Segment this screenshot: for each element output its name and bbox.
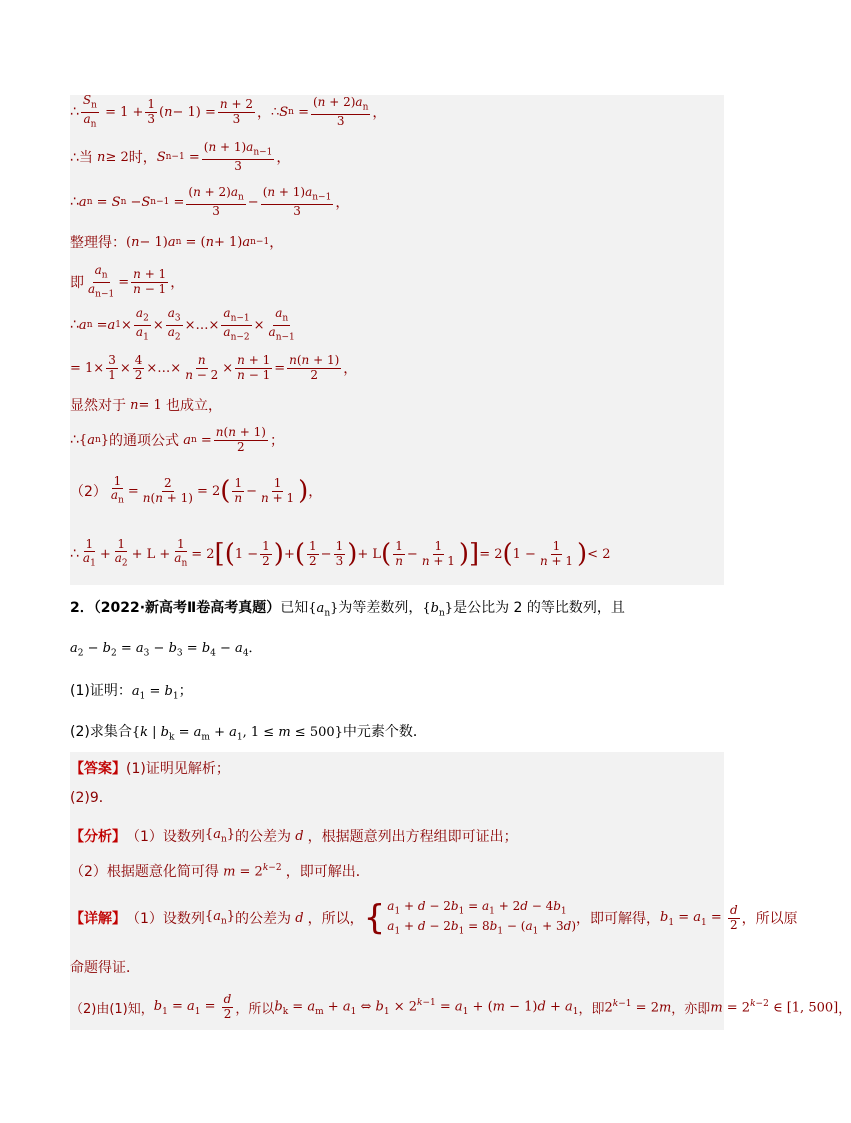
solution-line-4: 整理得： ( n − 1) a n = ( n + 1) a n−1 ， xyxy=(70,234,284,251)
solution-line-6: ∴ a n = a 1 × $\frac{a_2}{a_1}$ × $\frac{a_3}{a_2}$ ×…× $\frac{a_{n-1}}{a_{n-2}}$ × $\frac{a_n}{a_{n-1}}$ xyxy=(70,306,295,342)
solution-line-3: ∴ a n = S n − S n−1 = $\frac{(n + 2)a_n}{3}$ − $\frac{(n + 1)a_{n-1}}{3}$ ， xyxy=(70,185,350,218)
question-stem: 2．（2022·新高考Ⅱ卷高考真题）已知$\{a_n\}$为等差数列，$\{b_n\}$是公比为 2 的等比数列，且 xyxy=(70,600,625,619)
analysis-line-2: （2）根据题意化简可得 $m = 2^{k-2}$ ，即可解出． xyxy=(70,862,370,880)
solution-line-8: 显然对于 n = 1 也成立， xyxy=(70,397,222,414)
analysis-line-1: 【分析】 （1）设数列 $\{a_n\}$ 的公差为 d ，根据题意列出方程组即可证出； xyxy=(70,827,518,845)
answer-line-1: 【答案】 (1)证明见解析； xyxy=(70,761,230,777)
detail-line-2: 命题得证． xyxy=(70,960,140,976)
answer-line-2: (2)9． xyxy=(70,790,113,806)
detail-line-3: （2)由(1)知， $b_1 = a_1$ = $\frac{d}{2}$ ，所以 $b_k = a_m + a_1$ ⇔ $b_1 \times 2^{k-1} = a_1 + (m - 1)d + a_1$ ，即 $2^{k-1} = 2m$ ，亦即 $m = 2^{k-2}$ ∈ [1, 500] ， xyxy=(70,992,851,1021)
solution-block xyxy=(70,95,724,585)
solution-line-7: = 1× $\frac{3}{1}$ × $\frac{4}{2}$ ×…× $\frac{n}{n - 2}$ × $\frac{n + 1}{n - 1}$ = $\frac{n(n + 1)}{2}$ ， xyxy=(70,353,358,382)
detail-line-1: 【详解】 （1）设数列 $\{a_n\}$ 的公差为 d ，所以， { $a_1 + d - 2b_1 = a_1 + 2d - 4b_1$ $a_1 + d - 2b_1 = 8b_1 - (a_1 + 3d)$ ，即可解得， $b_1 = a_1$ = $\frac{d}{2}$ ，所以原 xyxy=(70,898,798,938)
solution-line-9: ∴ { a n } 的通项公式 a n = $\frac{n(n + 1)}{2}$ ； xyxy=(70,425,284,454)
solution-line-10: （2） $\frac{1}{a_n}$ = $\frac{2}{n(n + 1)}$ = 2 ( $\frac{1}{n}$ − $\frac{1}{n + 1}$ ) ， xyxy=(70,474,323,506)
question-part-2: (2)求集合{k | $b_k = a_m + a_1$, 1 ≤ m ≤ 500}中元素个数． xyxy=(70,724,427,743)
question-condition: $a_2 - b_2 = a_3 - b_3 = b_4 - a_4$． xyxy=(70,641,262,659)
question-part-1: (1)证明：$a_1 = b_1$； xyxy=(70,683,193,702)
solution-line-1: ∴ $\frac{S_n}{a_n}$ = 1 + $\frac{1}{3}$ ( n − 1) = $\frac{n + 2}{3}$ ， ∴ S n = $\frac{(n + 2)a_n}{3}$ ， xyxy=(70,93,387,129)
solution-line-11: ∴ $\frac{1}{a_1}$ + $\frac{1}{a_2}$ + L + $\frac{1}{a_n}$ = 2 [ ( 1 − $\frac{1}{2}$ ) + ( $\frac{1}{2}$ − $\frac{1}{3}$ ) + L ( $\frac{1}{n}$ − $\frac{1}{n + 1}$ ) ] = 2 ( 1 − $\frac{1}{n + 1}$ ) < 2 xyxy=(70,537,611,569)
solution-line-5: 即 $\frac{a_n}{a_{n-1}}$ = $\frac{n + 1}{n - 1}$ ， xyxy=(70,263,185,299)
solution-line-2: ∴当 n ≥ 2 时， S n−1 = $\frac{(n + 1)a_{n-1}}{3}$ ， xyxy=(70,140,291,173)
